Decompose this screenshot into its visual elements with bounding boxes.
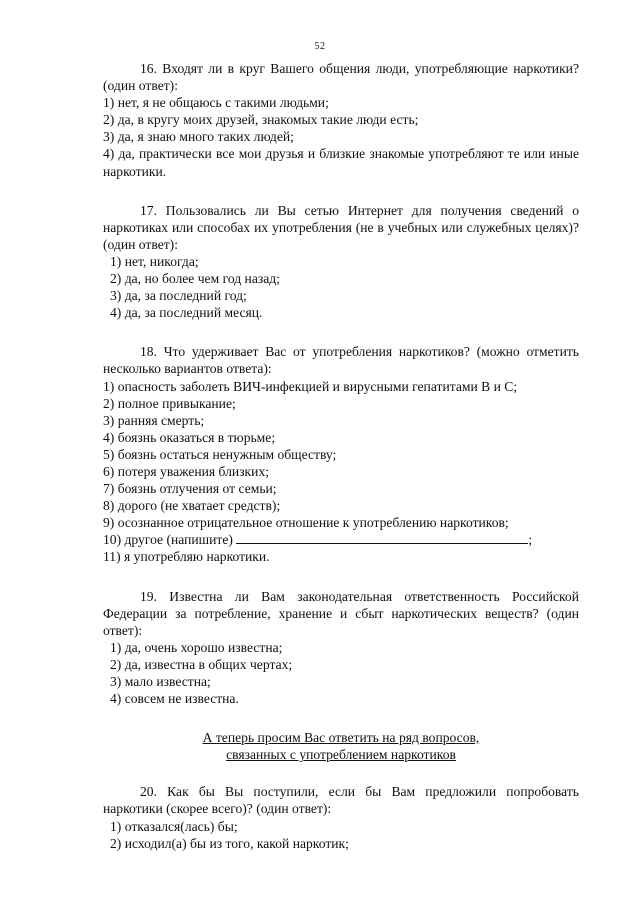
question-18-option-10-end: ;	[528, 532, 533, 548]
question-18-option-1: 1) опасность заболеть ВИЧ-инфекцией и вирусными гепатитами В и С;	[103, 378, 518, 394]
question-18-option-11: 11) я употребляю наркотики.	[103, 549, 270, 565]
question-16-option-1: 1) нет, я не общаюсь с такими людьми;	[103, 95, 329, 111]
question-18-option-9: 9) осознанное отрицательное отношение к употреблению наркотиков;	[103, 515, 509, 531]
question-18-option-3: 3) ранняя смерть;	[103, 412, 205, 428]
question-16-option-2: 2) да, в кругу моих друзей, знакомых такие люди есть;	[103, 112, 419, 128]
question-20	[103, 783, 579, 851]
question-17	[103, 202, 579, 322]
question-20-option-1: 1) отказался(лась) бы;	[110, 818, 238, 834]
question-18-option-5: 5) боязнь остаться ненужным обществу;	[103, 446, 337, 462]
question-16	[103, 60, 579, 180]
question-18-option-4: 4) боязнь оказаться в тюрьме;	[103, 429, 276, 445]
question-18-option-10-label: 10) другое (напишите)	[103, 532, 233, 548]
page-number: 52	[314, 41, 326, 52]
question-18-option-6: 6) потеря уважения близких;	[103, 463, 270, 479]
question-17-option-1: 1) нет, никогда;	[110, 253, 199, 269]
question-17-option-3: 3) да, за последний год;	[110, 288, 247, 304]
question-17-option-4: 4) да, за последний месяц.	[110, 305, 263, 321]
question-19-option-2: 2) да, известна в общих чертах;	[110, 656, 293, 672]
question-16-text: 16. Входят ли в круг Вашего общения люди, употребляющие наркотики? (один ответ):	[103, 61, 579, 94]
question-17-text: 17. Пользовались ли Вы сетью Интернет для получения сведений о наркотиках или способах их употребления (не в учебных или служебных целях)? (один ответ):	[103, 202, 579, 252]
question-19-text: 19. Известна ли Вам законодательная ответственность Российской Федерации за потребление, хранение и сбыт наркотических веществ? (один ответ):	[103, 588, 579, 638]
page-content	[103, 60, 579, 874]
section-heading-line-1: А теперь просим Вас ответить на ряд вопросов,	[202, 730, 480, 746]
question-19-option-3: 3) мало известна;	[110, 674, 211, 689]
question-20-option-2: 2) исходил(а) бы из того, какой наркотик;	[110, 835, 349, 851]
question-18	[103, 343, 579, 565]
question-18-option-2: 2) полное привыкание;	[103, 395, 236, 411]
question-18-option-10	[103, 531, 579, 548]
section-heading	[103, 729, 579, 763]
section-heading-line-2: связанных с употреблением наркотиков	[226, 747, 456, 763]
question-18-option-7: 7) боязнь отлучения от семьи;	[103, 481, 277, 497]
question-18-option-8: 8) дорого (не хватает средств);	[103, 498, 281, 514]
question-17-option-2: 2) да, но более чем год назад;	[110, 271, 280, 287]
question-18-text: 18. Что удерживает Вас от употребления наркотиков? (можно отметить несколько вариантов ответа):	[103, 344, 579, 377]
question-20-text: 20. Как бы Вы поступили, если бы Вам предложили попробовать наркотики (скорее всего)? (один ответ):	[103, 784, 579, 817]
question-16-option-4: 4) да, практически все мои друзья и близкие знакомые употребляют те или иные наркотики.	[103, 146, 579, 179]
write-in-blank[interactable]	[236, 531, 528, 544]
question-19-option-4: 4) совсем не известна.	[110, 691, 239, 707]
question-19	[103, 588, 579, 708]
question-16-option-3: 3) да, я знаю много таких людей;	[103, 129, 294, 145]
question-19-option-1: 1) да, очень хорошо известна;	[110, 639, 283, 655]
